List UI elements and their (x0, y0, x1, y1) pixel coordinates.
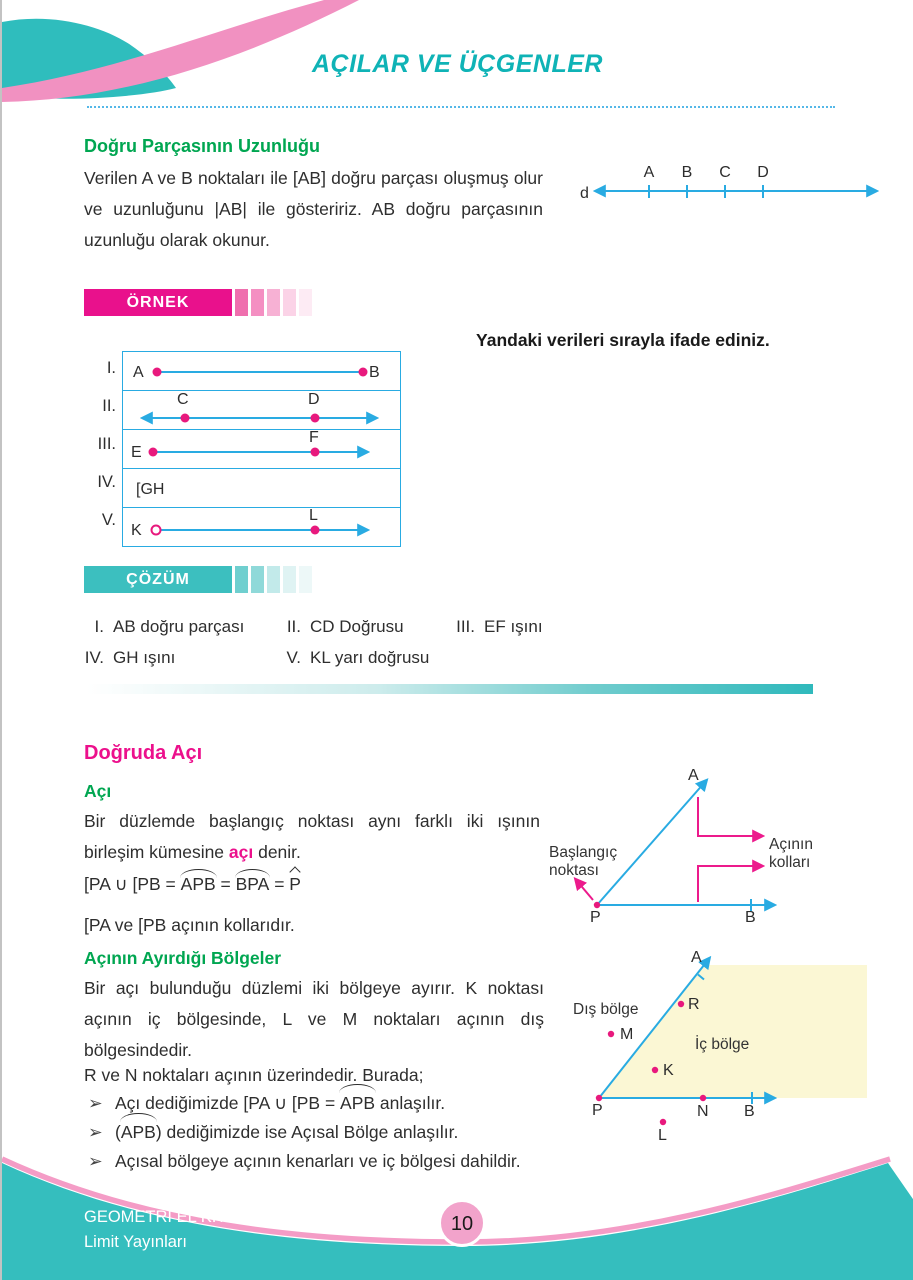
roman-numeral: III. (97, 435, 116, 453)
bullet-arc-apb: APB (121, 1118, 156, 1147)
aci-paragraph-pre: Bir düzlemde başlangıç noktası aynı farklı iki ışının birleşim kümesine (84, 811, 540, 862)
solution-item (68, 648, 175, 668)
angle-formula (84, 874, 301, 895)
example-prompt: Yandaki verileri sırayla ifade ediniz. (476, 330, 770, 350)
banner-fade-square (299, 566, 312, 593)
banner-fade-square (283, 289, 296, 316)
solution-text: KL yarı doğrusu (310, 648, 430, 667)
inner-region-label: İç bölge (695, 1036, 750, 1053)
bullet-text: Açısal bölgeye açının kenarları ve iç bölgesi dahildir. (115, 1151, 521, 1171)
solution-text: EF ışını (484, 617, 543, 636)
gh-ray-text: [GH (136, 481, 165, 498)
footer-publisher: Limit Yayınları (84, 1233, 188, 1251)
banner-fade-square (235, 566, 248, 593)
example-row-line (123, 391, 400, 430)
banner-fade-square (299, 289, 312, 316)
solution-item (429, 617, 543, 637)
solution-numeral: V. (286, 648, 301, 667)
point-label-l: L (309, 508, 318, 524)
region-diagram (535, 946, 905, 1158)
aci-heading: Açı (84, 781, 112, 801)
point-label-a: A (688, 767, 699, 784)
point-label-k: K (663, 1062, 674, 1079)
banner-fade-square (267, 289, 280, 316)
point-label-b: B (745, 909, 756, 926)
solution-numeral: III. (456, 617, 475, 636)
banner-fade-square (283, 566, 296, 593)
cozum-banner (84, 566, 312, 593)
example-row-halfline (123, 508, 400, 546)
angle-diagram (535, 765, 903, 927)
formula-eq: = (269, 874, 290, 894)
page-number: 10 (450, 1213, 474, 1235)
point-label-d: D (757, 164, 769, 181)
formula-pre: [PA ∪ [PB = (84, 874, 181, 894)
solution-item (68, 617, 244, 637)
outer-region-label: Dış bölge (573, 1001, 639, 1018)
arms-callout-label: kolları (769, 854, 811, 871)
bullet-arc-apb: APB (340, 1089, 375, 1118)
arrow-bullet-icon: ➢ (88, 1151, 103, 1171)
roman-numeral: V. (101, 511, 116, 529)
gradient-divider (87, 684, 813, 694)
point-label-r: R (688, 996, 700, 1013)
point-label-a: A (691, 949, 702, 966)
origin-callout-label: Başlangıç (549, 844, 618, 861)
solution-item (265, 648, 429, 668)
solution-text: GH ışını (113, 648, 176, 667)
example-row-segment (123, 352, 400, 391)
point-label-c: C (719, 164, 731, 181)
point-label-p: P (590, 909, 601, 926)
formula-eq: = (215, 874, 236, 894)
origin-callout-label: noktası (549, 862, 599, 879)
banner-fade-square (267, 566, 280, 593)
point-label-a: A (643, 164, 655, 181)
solution-numeral: IV. (84, 648, 104, 667)
bullet-text: ( (115, 1122, 121, 1142)
point-label-p: P (592, 1102, 603, 1119)
bullet-text: Açı dediğimizde [PA ∪ [PB = (115, 1093, 341, 1113)
roman-numeral: IV. (97, 473, 116, 491)
bolgeler-paragraph2: R ve N noktaları açının üzerindedir. Burada; (84, 1065, 424, 1085)
point-label-d: D (308, 391, 320, 408)
bolgeler-heading: Açının Ayırdığı Bölgeler (84, 948, 282, 968)
aci-paragraph (84, 806, 540, 868)
cozum-banner-label: ÇÖZÜM (84, 566, 232, 593)
point-label-c: C (177, 391, 189, 408)
banner-fade-square (251, 566, 264, 593)
point-label-k: K (131, 522, 142, 539)
arms-callout-label: Açının (769, 836, 813, 853)
roman-numeral: II. (102, 397, 116, 415)
angle-section-heading: Doğruda Açı (84, 742, 203, 764)
section1-heading: Doğru Parçasının Uzunluğu (84, 136, 321, 156)
ornek-banner (84, 289, 312, 316)
point-label-e: E (131, 444, 142, 461)
example-box (122, 351, 401, 547)
bullet-item (88, 1089, 558, 1118)
solution-numeral: I. (94, 617, 104, 636)
footer-book-title: GEOMETRİ EL KİTABI (84, 1208, 252, 1226)
arrow-bullet-icon: ➢ (88, 1093, 103, 1113)
point-label-b: B (681, 164, 693, 181)
example-row-ray (123, 430, 400, 469)
point-label-b: B (744, 1103, 755, 1120)
line-d-diagram (574, 158, 899, 213)
line-label-d: d (580, 185, 589, 202)
bullet-item (88, 1118, 558, 1147)
solution-text: CD Doğrusu (310, 617, 404, 636)
bullet-text: ) dediğimizde ise Açısal Bölge anlaşılır. (155, 1122, 459, 1142)
dotted-rule (87, 106, 835, 108)
bullet-text: anlaşılır. (375, 1093, 446, 1113)
formula-arc-apb: APB (180, 874, 216, 894)
roman-numeral: I. (106, 359, 116, 377)
point-label-l: L (658, 1127, 667, 1144)
formula-hat-p: P (289, 874, 301, 894)
point-label-n: N (697, 1103, 709, 1120)
solution-numeral: II. (286, 617, 301, 636)
point-label-a: A (133, 364, 144, 381)
solution-text: AB doğru parçası (113, 617, 245, 636)
banner-fade-square (251, 289, 264, 316)
banner-fade-square (235, 289, 248, 316)
aci-paragraph-post: denir. (253, 842, 301, 862)
formula-arc-bpa: BPA (235, 874, 270, 894)
section1-paragraph: Verilen A ve B noktaları ile [AB] doğru parçası oluşmuş olur ve uzunluğunu |AB| ile gösteririz. AB doğru parçasının uzunluğu olarak okunur. (84, 168, 543, 250)
bolgeler-paragraph1: Bir açı bulunduğu düzlemi iki bölgeye ayırır. K noktası açının iç bölgesinde, L ve M noktaları açının dış bölgesindedir. (84, 978, 544, 1060)
ornek-banner-label: ÖRNEK (84, 289, 232, 316)
example-row-text (123, 469, 400, 508)
point-label-b: B (369, 364, 380, 381)
aci-highlight: açı (228, 842, 254, 862)
page-title: AÇILAR VE ÜÇGENLER (312, 50, 603, 78)
point-label-m: M (620, 1026, 634, 1043)
solution-item (265, 617, 404, 637)
arrow-bullet-icon: ➢ (88, 1122, 103, 1142)
point-label-f: F (309, 430, 319, 446)
aci-note: [PA ve [PB açının kollarıdır. (84, 915, 295, 935)
